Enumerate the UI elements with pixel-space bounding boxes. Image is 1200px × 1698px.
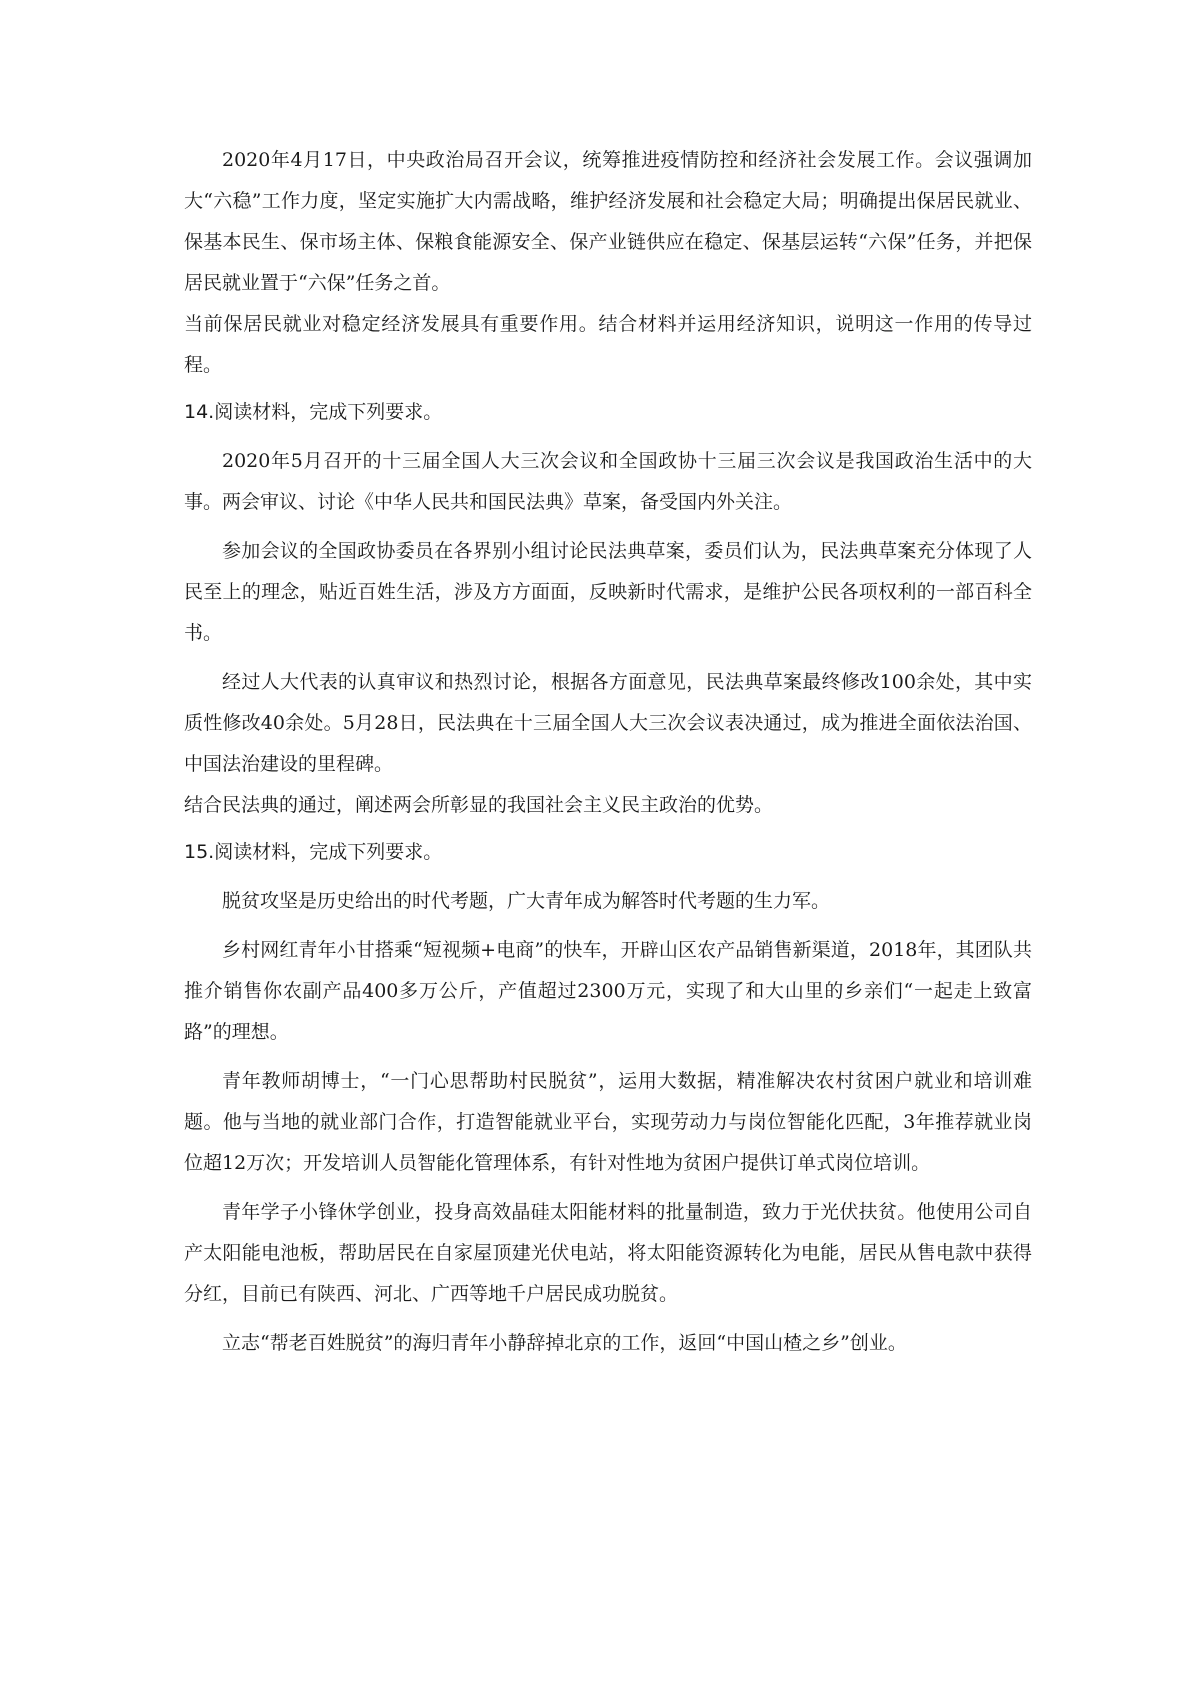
material-paragraph: 2020年5月召开的十三届全国人大三次会议和全国政协十三届三次会议是我国政治生活中的大事。两会审议、讨论《中华人民共和国民法典》草案，备受国内外关注。 [184, 450, 1032, 513]
question-number: 15. [184, 841, 215, 863]
material-paragraph: 参加会议的全国政协委员在各界别小组讨论民法典草案，委员们认为，民法典草案充分体现了人民至上的理念，贴近百姓生活，涉及方方面面，反映新时代需求，是维护公民各项权利的一部百科全书。 [184, 540, 1032, 644]
question-prompt: 结合民法典的通过，阐述两会所彰显的我国社会主义民主政治的优势。 [184, 794, 774, 816]
material-paragraph: 2020年4月17日，中央政治局召开会议，统筹推进疫情防控和经济社会发展工作。会议强调加大“六稳”工作力度，坚定实施扩大内需战略，维护经济发展和社会稳定大局；明确提出保居民就业、保基本民生、保市场主体、保粮食能源安全、保产业链供应在稳定、保基层运转“六保”任务，并把保居民就业置于“六保”任务之首。 [184, 149, 1032, 294]
material-paragraph: 经过人大代表的认真审议和热烈讨论，根据各方面意见，民法典草案最终修改100余处，其中实质性修改40余处。5月28日，民法典在十三届全国人大三次会议表决通过，成为推进全面依法治国、中国法治建设的里程碑。 [184, 671, 1032, 775]
question-15-heading [184, 832, 1032, 873]
material-paragraph: 乡村网红青年小甘搭乘“短视频+电商”的快车，开辟山区农产品销售新渠道，2018年，其团队共推介销售你农副产品400多万公斤，产值超过2300万元，实现了和大山里的乡亲们“一起走上致富路”的理想。 [184, 939, 1032, 1043]
material-paragraph: 立志“帮老百姓脱贫”的海归青年小静辞掉北京的工作，返回“中国山楂之乡”创业。 [222, 1332, 907, 1354]
question-prompt: 当前保居民就业对稳定经济发展具有重要作用。结合材料并运用经济知识，说明这一作用的传导过程。 [184, 313, 1032, 376]
question-14-heading [184, 392, 1032, 433]
material-paragraph: 脱贫攻坚是历史给出的时代考题，广大青年成为解答时代考题的生力军。 [222, 890, 831, 912]
material-paragraph: 青年教师胡博士，“一门心思帮助村民脱贫”，运用大数据，精准解决农村贫困户就业和培训难题。他与当地的就业部门合作，打造智能就业平台，实现劳动力与岗位智能化匹配，3年推荐就业岗位超12万次；开发培训人员智能化管理体系，有针对性地为贫困户提供订单式岗位培训。 [184, 1070, 1032, 1174]
material-paragraph: 青年学子小锋休学创业，投身高效晶硅太阳能材料的批量制造，致力于光伏扶贫。他使用公司自产太阳能电池板，帮助居民在自家屋顶建光伏电站，将太阳能资源转化为电能，居民从售电款中获得分红，目前已有陕西、河北、广西等地千户居民成功脱贫。 [184, 1201, 1032, 1305]
question-heading-text: 阅读材料，完成下列要求。 [214, 401, 443, 423]
document-page [184, 140, 1032, 1364]
question-heading-text: 阅读材料，完成下列要求。 [214, 841, 443, 863]
question-number: 14. [184, 401, 215, 423]
